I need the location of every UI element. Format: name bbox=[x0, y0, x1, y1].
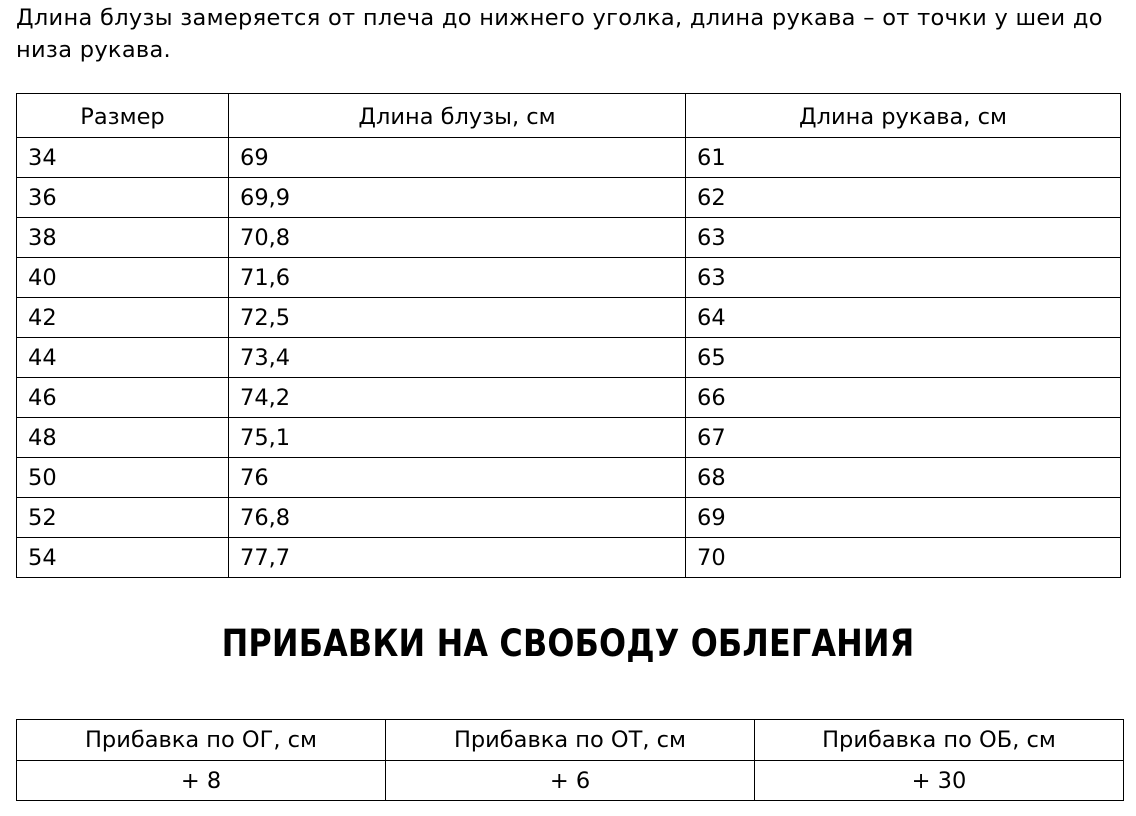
section-title: ПРИБАВКИ НА СВОБОДУ ОБЛЕГАНИЯ bbox=[221, 622, 915, 665]
size-cell: 40 bbox=[17, 258, 229, 298]
sleeve-length-cell: 64 bbox=[686, 298, 1121, 338]
sleeve-length-cell: 63 bbox=[686, 258, 1121, 298]
sleeve-length-cell: 61 bbox=[686, 138, 1121, 178]
size-cell: 54 bbox=[17, 538, 229, 578]
table-row bbox=[17, 498, 1121, 538]
allowance-value-row bbox=[17, 761, 1124, 801]
sleeve-length-cell: 66 bbox=[686, 378, 1121, 418]
header-size: Размер bbox=[17, 94, 229, 138]
sleeve-length-cell: 69 bbox=[686, 498, 1121, 538]
size-cell: 44 bbox=[17, 338, 229, 378]
size-cell: 36 bbox=[17, 178, 229, 218]
blouse-length-cell: 70,8 bbox=[229, 218, 686, 258]
sleeve-length-cell: 62 bbox=[686, 178, 1121, 218]
table-row bbox=[17, 458, 1121, 498]
table-row bbox=[17, 138, 1121, 178]
header-sleeve-length: Длина рукава, см bbox=[686, 94, 1121, 138]
size-table bbox=[16, 93, 1121, 578]
blouse-length-cell: 77,7 bbox=[229, 538, 686, 578]
blouse-length-cell: 72,5 bbox=[229, 298, 686, 338]
header-chest-allowance: Прибавка по ОГ, см bbox=[17, 720, 386, 761]
hip-allowance-value: + 30 bbox=[755, 761, 1124, 801]
blouse-length-cell: 76,8 bbox=[229, 498, 686, 538]
allowance-header-row bbox=[17, 720, 1124, 761]
sleeve-length-cell: 65 bbox=[686, 338, 1121, 378]
table-row bbox=[17, 218, 1121, 258]
table-row bbox=[17, 338, 1121, 378]
size-cell: 42 bbox=[17, 298, 229, 338]
header-hip-allowance: Прибавка по ОБ, см bbox=[755, 720, 1124, 761]
intro-text: Длина блузы замеряется от плеча до нижнего уголка, длина рукава – от точки у шеи до низа рукава. bbox=[16, 5, 1103, 63]
size-cell: 50 bbox=[17, 458, 229, 498]
size-cell: 52 bbox=[17, 498, 229, 538]
size-table-body bbox=[17, 138, 1121, 578]
size-cell: 46 bbox=[17, 378, 229, 418]
table-row bbox=[17, 178, 1121, 218]
chest-allowance-value: + 8 bbox=[17, 761, 386, 801]
blouse-length-cell: 69 bbox=[229, 138, 686, 178]
table-row bbox=[17, 258, 1121, 298]
table-row bbox=[17, 378, 1121, 418]
blouse-length-cell: 69,9 bbox=[229, 178, 686, 218]
size-table-header-row bbox=[17, 94, 1121, 138]
size-cell: 38 bbox=[17, 218, 229, 258]
header-waist-allowance: Прибавка по ОТ, см bbox=[386, 720, 755, 761]
sleeve-length-cell: 67 bbox=[686, 418, 1121, 458]
blouse-length-cell: 73,4 bbox=[229, 338, 686, 378]
blouse-length-cell: 76 bbox=[229, 458, 686, 498]
table-row bbox=[17, 418, 1121, 458]
size-cell: 48 bbox=[17, 418, 229, 458]
sleeve-length-cell: 68 bbox=[686, 458, 1121, 498]
sleeve-length-cell: 70 bbox=[686, 538, 1121, 578]
blouse-length-cell: 71,6 bbox=[229, 258, 686, 298]
table-row bbox=[17, 298, 1121, 338]
blouse-length-cell: 74,2 bbox=[229, 378, 686, 418]
blouse-length-cell: 75,1 bbox=[229, 418, 686, 458]
allowance-table bbox=[16, 719, 1124, 801]
waist-allowance-value: + 6 bbox=[386, 761, 755, 801]
sleeve-length-cell: 63 bbox=[686, 218, 1121, 258]
header-blouse-length: Длина блузы, см bbox=[229, 94, 686, 138]
size-cell: 34 bbox=[17, 138, 229, 178]
table-row bbox=[17, 538, 1121, 578]
